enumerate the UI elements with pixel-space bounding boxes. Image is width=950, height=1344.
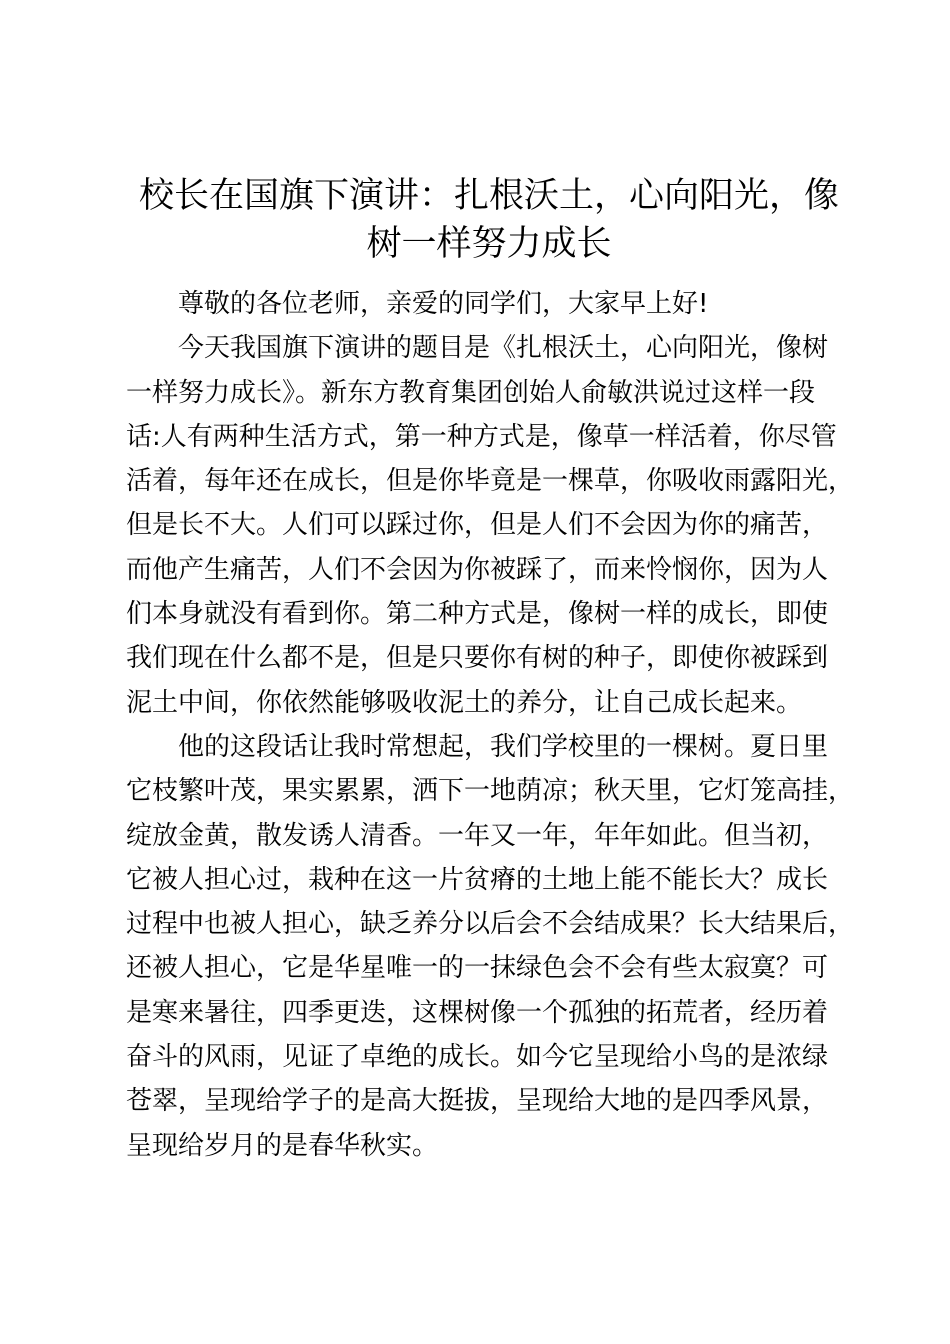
paragraph-line: 它枝繁叶茂，果实累累，洒下一地荫凉；秋天里，它灯笼高挂，: [126, 776, 855, 807]
greeting-paragraph: [126, 282, 852, 326]
paragraph-line: 绽放金黄，散发诱人清香。一年又一年，年年如此。但当初，: [126, 820, 829, 851]
paragraph-line: 泥土中间，你依然能够吸收泥土的养分，让自己成长起来。: [126, 687, 803, 718]
document-content: [126, 172, 855, 1168]
paragraph-line: 过程中也被人担心，缺乏养分以后会不会结成果？长大结果后，: [126, 909, 855, 940]
paragraph-line: 们本身就没有看到你。第二种方式是，像树一样的成长，即使: [126, 599, 829, 630]
paragraph-line: 但是长不大。人们可以踩过你，但是人们不会因为你的痛苦，: [126, 510, 829, 541]
paragraph-line: 他的这段话让我时常想起，我们学校里的一棵树。夏日里: [178, 731, 829, 762]
paragraph-line: 话:人有两种生活方式，第一种方式是，像草一样活着，你尽管: [126, 421, 837, 452]
paragraph-line: 我们现在什么都不是，但是只要你有树的种子，即使你被踩到: [126, 643, 829, 674]
paragraph-line: 呈现给岁月的是春华秋实。: [126, 1130, 439, 1161]
paragraph-line: 是寒来暑往，四季更迭，这棵树像一个孤独的拓荒者，经历着: [126, 997, 829, 1028]
paragraph-line: 一样努力成长》。新东方教育集团创始人俞敏洪说过这样一段: [126, 377, 816, 408]
paragraph-line: 而他产生痛苦，人们不会因为你被踩了，而来怜悯你，因为人: [126, 554, 829, 585]
paragraph-line: 活着，每年还在成长，但是你毕竟是一棵草，你吸收雨露阳光，: [126, 466, 855, 497]
title-line: 树一样努力成长: [366, 224, 612, 264]
title-line: 校长在国旗下演讲：扎根沃土，心向阳光，像: [138, 176, 839, 216]
document-body: [126, 282, 855, 1168]
paragraph-line: 它被人担心过，栽种在这一片贫瘠的土地上能不能长大？成长: [126, 864, 829, 895]
paragraph-1: [126, 326, 855, 725]
paragraph-line: 奋斗的风雨，见证了卓绝的成长。如今它呈现给小鸟的是浓绿: [126, 1042, 829, 1073]
paragraph-line: 还被人担心，它是华星唯一的一抹绿色会不会有些太寂寞？可: [126, 953, 829, 984]
paragraph-line: 苍翠，呈现给学子的是高大挺拔，呈现给大地的是四季风景，: [126, 1086, 829, 1117]
greeting-text: 尊敬的各位老师，亲爱的同学们，大家早上好!: [178, 289, 709, 319]
page-title: [126, 172, 852, 268]
paragraph-2: [126, 725, 855, 1168]
paragraph-line: 今天我国旗下演讲的题目是《扎根沃土，心向阳光，像树: [178, 333, 829, 364]
